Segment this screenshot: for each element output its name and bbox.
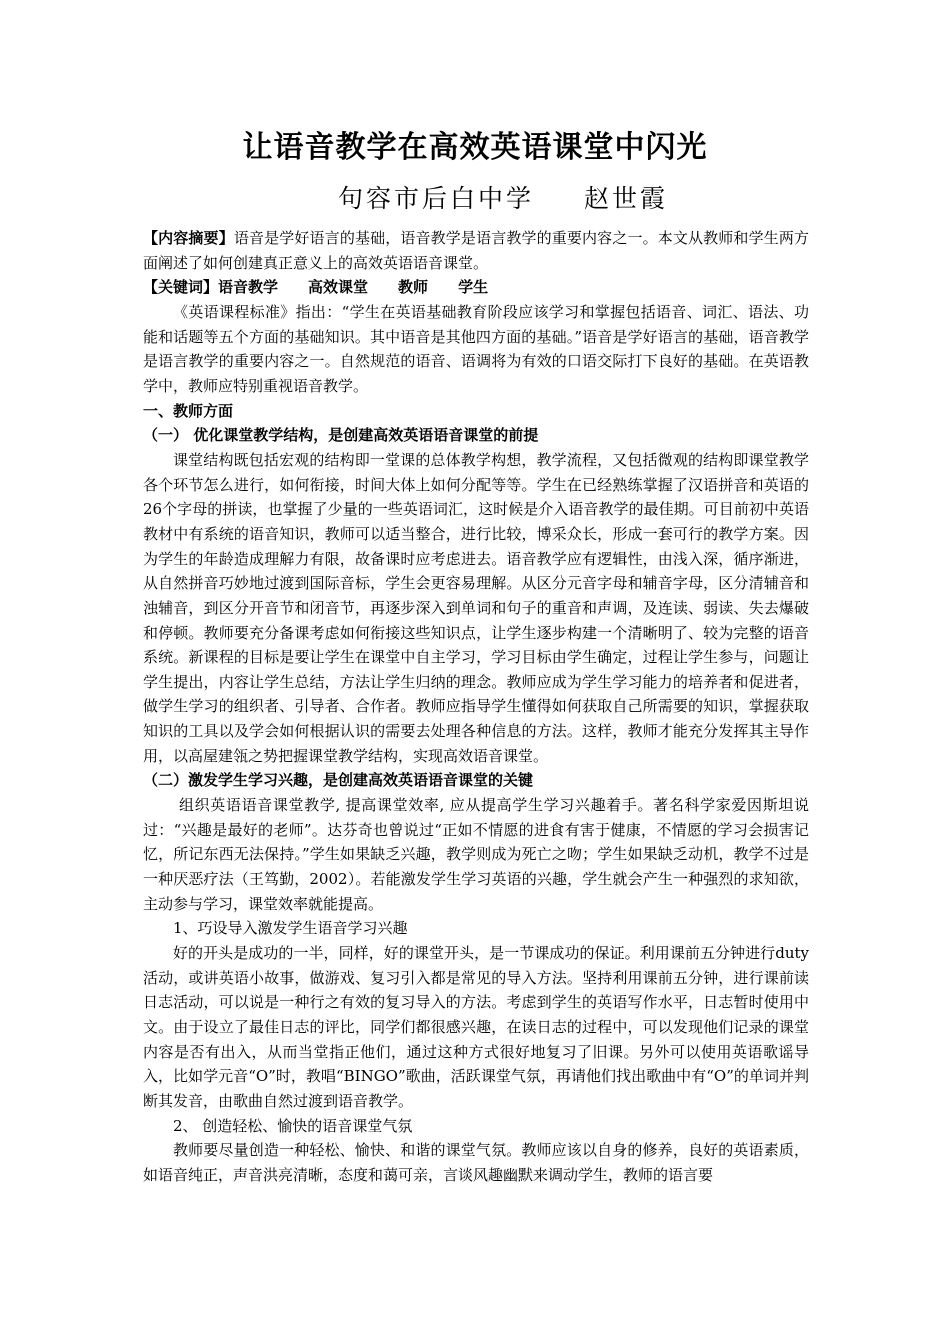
author-name: 赵世霞 (584, 184, 669, 213)
list-item-heading: 2、 创造轻松、愉快的语音课堂气氛 (173, 1116, 413, 1135)
intro-paragraph: 《英语课程标准》指出：“学生在英语基础教育阶段应该学习和掌握包括语音、词汇、语法、功能和话题等五个方面的基础知识。其中语音是其他四方面的基础。”语音是学好语言的基础，语音教学是语言教学的重要内容之一。自然规范的语音、语调将为有效的口语交际打下良好的基础。在英语教学中，教师应特别重视语音教学。 (143, 302, 809, 395)
abstract (143, 226, 809, 275)
abstract-text: 语音是学好语言的基础，语音教学是语言教学的重要内容之一。本文从教师和学生两方面阐述了如何创建真正意义上的高效英语语音课堂。 (143, 229, 809, 272)
author-line (0, 181, 950, 217)
section-heading: 一、教师方面 (143, 401, 234, 420)
page-title: 让语音教学在高效英语课堂中闪光 (242, 130, 708, 165)
keywords-label: 【关键词】 (143, 278, 219, 297)
keyword: 教师 (398, 278, 429, 297)
keywords (143, 275, 809, 300)
paragraph: 课堂结构既包括宏观的结构即一堂课的总体教学构想，教学流程，又包括微观的结构即课堂教学各个环节怎么进行，如何衔接，时间大体上如何分配等等。学生在已经熟练掌握了汉语拼音和英语的26个字母的拼读，也掌握了少量的一些英语词汇，这时候是介入语音教学的最佳期。可目前初中英语教材中有系统的语音知识，教师可以适当整合，进行比较，博采众长，形成一套可行的教学方案。因为学生的年龄造成理解力有限，故备课时应考虑进去。语音教学应有逻辑性，由浅入深，循序渐进，从自然拼音巧妙地过渡到国际音标，学生会更容易理解。从区分元音字母和辅音字母，区分清辅音和浊辅音，到区分开音节和闭音节，再逐步深入到单词和句子的重音和声调，及连读、弱读、失去爆破和停顿。教师要充分备课考虑如何衔接这些知识点，让学生逐步构建一个清晰明了、较为完整的语音系统。新课程的目标是要让学生在课堂中自主学习，学习目标由学生确定，过程让学生参与，问题让学生提出，内容让学生总结，方法让学生归纳的理念。教师应成为学生学习能力的培养者和促进者，做学生学习的组织者、引导者、合作者。教师应指导学生懂得如何获取自己所需要的知识，掌握获取知识的工具以及学会如何根据认识的需要去处理各种信息的方法。这样，教师才能充分发挥其主导作用，以高屋建瓴之势把握课堂教学结构，实现高效语音课堂。 (143, 450, 809, 765)
keyword: 高效课堂 (308, 278, 369, 297)
subsection-heading: （二）激发学生学习兴趣，是创建高效英语语音课堂的关键 (143, 771, 534, 790)
keyword: 学生 (458, 278, 489, 297)
abstract-label: 【内容摘要】 (143, 229, 234, 247)
keyword: 语音教学 (218, 278, 279, 297)
author-school: 句容市后白中学 (337, 184, 534, 213)
paragraph: 好的开头是成功的一半，同样，好的课堂开头，是一节课成功的保证。利用课前五分钟进行duty活动，或讲英语小故事，做游戏、复习引入都是常见的导入方法。坚持利用课前五分钟，进行课前读日志活动，可以说是一种行之有效的复习导入的方法。考虑到学生的英语写作水平，日志暂时使用中文。由于设立了最佳日志的评比，同学们都很感兴趣，在读日志的过程中，可以发现他们记录的课堂内容是否有出入，从而当堂指正他们，通过这种方式很好地复习了旧课。另外可以使用英语歌谣导入，比如学元音“O”时，教唱“BINGO”歌曲，活跃课堂气氛，再请他们找出歌曲中有“O”的单词并判断其发音，由歌曲自然过渡到语音教学。 (143, 944, 809, 1110)
document-body (143, 226, 809, 1188)
paragraph: 组织英语语音课堂教学, 提高课堂效率, 应从提高学生学习兴趣着手。著名科学家爱因斯坦说过：“兴趣是最好的老师”。达芬奇也曾说过“正如不情愿的进食有害于健康，不情愿的学习会损害记忆，所记东西无法保持。”学生如果缺乏兴趣，教学则成为死亡之吻；学生如果缺乏动机，教学不过是一种厌恶疗法（王笃勤，2002）。若能激发学生学习英语的兴趣，学生就会产生一种强烈的求知欲，主动参与学习，课堂效率就能提高。 (143, 796, 809, 913)
list-item-heading: 1、巧设导入激发学生语音学习兴趣 (173, 919, 408, 938)
subsection-heading: （一） 优化课堂教学结构，是创建高效英语语音课堂的前提 (143, 426, 539, 445)
paragraph: 教师要尽量创造一种轻松、愉快、和谐的课堂气氛。教师应该以自身的修养，良好的英语素质，如语音纯正，声音洪亮清晰，态度和蔼可亲，言谈风趣幽默来调动学生，教师的语言要 (143, 1141, 809, 1184)
